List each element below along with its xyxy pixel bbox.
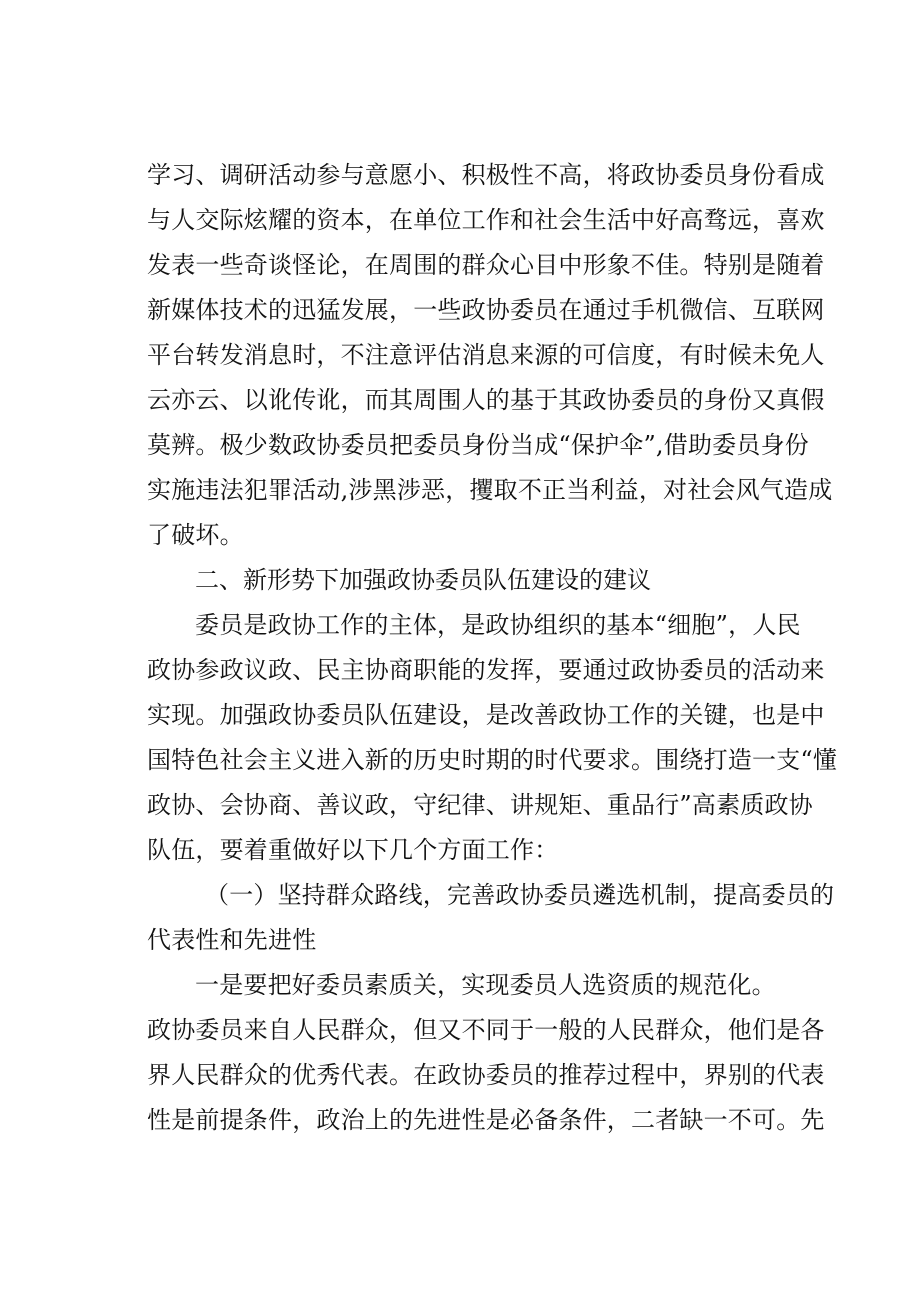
paragraph-2-line-5: 政协、会协商、善议政，守纪律、讲规矩、重品行”高素质政协 xyxy=(147,791,813,819)
paragraph-3-line-1: 一是要把好委员素质关，实现委员人选资质的规范化。 xyxy=(195,971,776,999)
paragraph-2-line-3: 实现。加强政协委员队伍建设，是改善政协工作的关键，也是中 xyxy=(147,701,825,729)
paragraph-1-line-3: 发表一些奇谈怪论，在周围的群众心目中形象不佳。特别是随着 xyxy=(147,251,825,279)
paragraph-1-line-2: 与人交际炫耀的资本，在单位工作和社会生活中好高骛远，喜欢 xyxy=(147,206,825,234)
paragraph-2-line-1: 委员是政协工作的主体，是政协组织的基本“细胞”，人民 xyxy=(195,611,801,639)
paragraph-1-line-9: 了破坏。 xyxy=(147,521,244,549)
paragraph-1-line-6: 云亦云、以讹传讹，而其周围人的基于其政协委员的身份又真假 xyxy=(147,386,825,414)
paragraph-2-line-6: 队伍，要着重做好以下几个方面工作： xyxy=(147,836,559,864)
paragraph-1-line-5: 平台转发消息时，不注意评估消息来源的可信度，有时候未免人 xyxy=(147,341,825,369)
subheading-line-1: （一）坚持群众路线，完善政协委员遴选机制，提高委员的 xyxy=(205,881,835,909)
paragraph-1-line-4: 新媒体技术的迅猛发展，一些政协委员在通过手机微信、互联网 xyxy=(147,296,825,324)
paragraph-1-line-1: 学习、调研活动参与意愿小、积极性不高，将政协委员身份看成 xyxy=(147,161,825,189)
paragraph-2-line-2: 政协参政议政、民主协商职能的发挥，要通过政协委员的活动来 xyxy=(147,656,825,684)
section-heading: 二、新形势下加强政协委员队伍建设的建议 xyxy=(195,566,651,594)
subheading-line-2: 代表性和先进性 xyxy=(147,926,317,954)
paragraph-3-line-2: 政协委员来自人民群众，但又不同于一般的人民群众，他们是各 xyxy=(147,1016,825,1044)
paragraph-2-line-4: 国特色社会主义进入新的历史时期的时代要求。围绕打造一支“懂 xyxy=(147,746,838,774)
paragraph-1-line-8: 实施违法犯罪活动,涉黑涉恶，攫取不正当利益，对社会风气造成 xyxy=(147,476,833,504)
paragraph-1-line-7: 莫辨。极少数政协委员把委员身份当成“保护伞”,借助委员身份 xyxy=(147,431,809,459)
paragraph-3-line-4: 性是前提条件，政治上的先进性是必备条件，二者缺一不可。先 xyxy=(147,1106,825,1134)
paragraph-3-line-3: 界人民群众的优秀代表。在政协委员的推荐过程中，界别的代表 xyxy=(147,1061,825,1089)
